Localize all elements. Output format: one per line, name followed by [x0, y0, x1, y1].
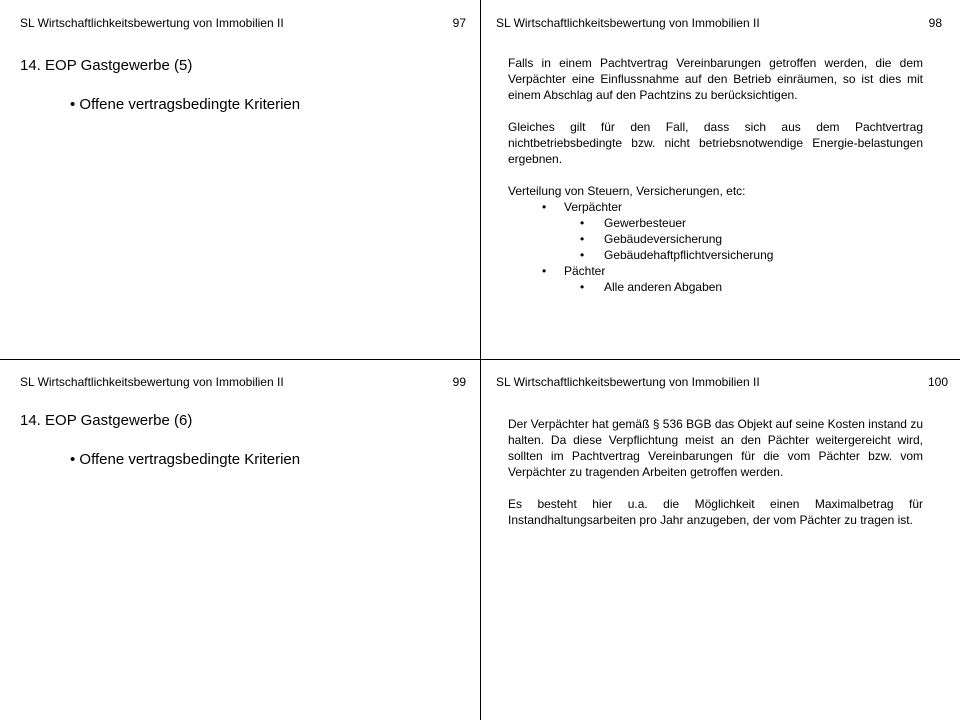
- panel-header: SL Wirtschaftlichkeitsbewertung von Immobilien II: [20, 16, 284, 30]
- slide-bullet: • Offene vertragsbedingte Kriterien: [70, 451, 301, 468]
- bullet: •: [580, 232, 585, 246]
- list-intro: Verteilung von Steuern, Versicherungen, etc:: [508, 184, 746, 198]
- slide-title: 14. EOP Gastgewerbe (5): [20, 57, 193, 74]
- slide-bullet: • Offene vertragsbedingte Kriterien: [70, 96, 301, 113]
- bullet: •: [542, 200, 547, 214]
- notes-paragraph: Falls in einem Pachtvertrag Vereinbarungen getroffen werden, die dem Verpächter eine Einflussnahme auf den Betrieb einräumen, so ist dies mit einem Abschlag auf den Pachtzins zu berücksichtigen.: [508, 56, 923, 102]
- page-number: 100: [927, 375, 948, 389]
- slide-title: 14. EOP Gastgewerbe (6): [20, 412, 193, 429]
- list-item: • Gewerbesteuer: [580, 216, 687, 230]
- horizontal-divider: [0, 359, 960, 360]
- list-item: • Pächter: [542, 264, 606, 278]
- list-item: • Verpächter: [542, 200, 623, 214]
- notes-paragraph: Gleiches gilt für den Fall, dass sich aus dem Pachtvertrag nichtbetriebsbedingte bzw. nicht betriebsnotwendige Energie-belastungen ergebnen.: [508, 120, 923, 166]
- panel-header: SL Wirtschaftlichkeitsbewertung von Immobilien II: [20, 375, 284, 389]
- bullet: •: [580, 280, 585, 294]
- panel-header: SL Wirtschaftlichkeitsbewertung von Immobilien II: [496, 375, 760, 389]
- notes-text: [508, 416, 923, 544]
- list-item: • Alle anderen Abgaben: [580, 280, 723, 294]
- bullet: •: [580, 216, 585, 230]
- page-number: 99: [452, 375, 466, 389]
- notes-text: [508, 55, 923, 295]
- notes-paragraph: Es besteht hier u.a. die Möglichkeit einen Maximalbetrag für Instandhaltungsarbeiten pro Jahr anzugeben, der vom Pächter zu tragen ist.: [508, 497, 923, 527]
- page-number: 97: [452, 16, 466, 30]
- notes-paragraph: Der Verpächter hat gemäß § 536 BGB das Objekt auf seine Kosten instand zu halten. Da diese Verpflichtung meist an den Pächter weitergereicht wird, sollten im Pachtvertrag Vereinbarungen für die vom Pächter bzw. vom Verpächter zu tragenden Arbeiten getroffen werden.: [508, 417, 923, 479]
- vertical-divider: [480, 0, 481, 720]
- page-number: 98: [928, 16, 942, 30]
- list-item: • Gebäudehaftpflichtversicherung: [580, 248, 774, 262]
- panel-header: SL Wirtschaftlichkeitsbewertung von Immobilien II: [496, 16, 760, 30]
- list-item: • Gebäudeversicherung: [580, 232, 723, 246]
- bullet: •: [580, 248, 585, 262]
- bullet: •: [542, 264, 547, 278]
